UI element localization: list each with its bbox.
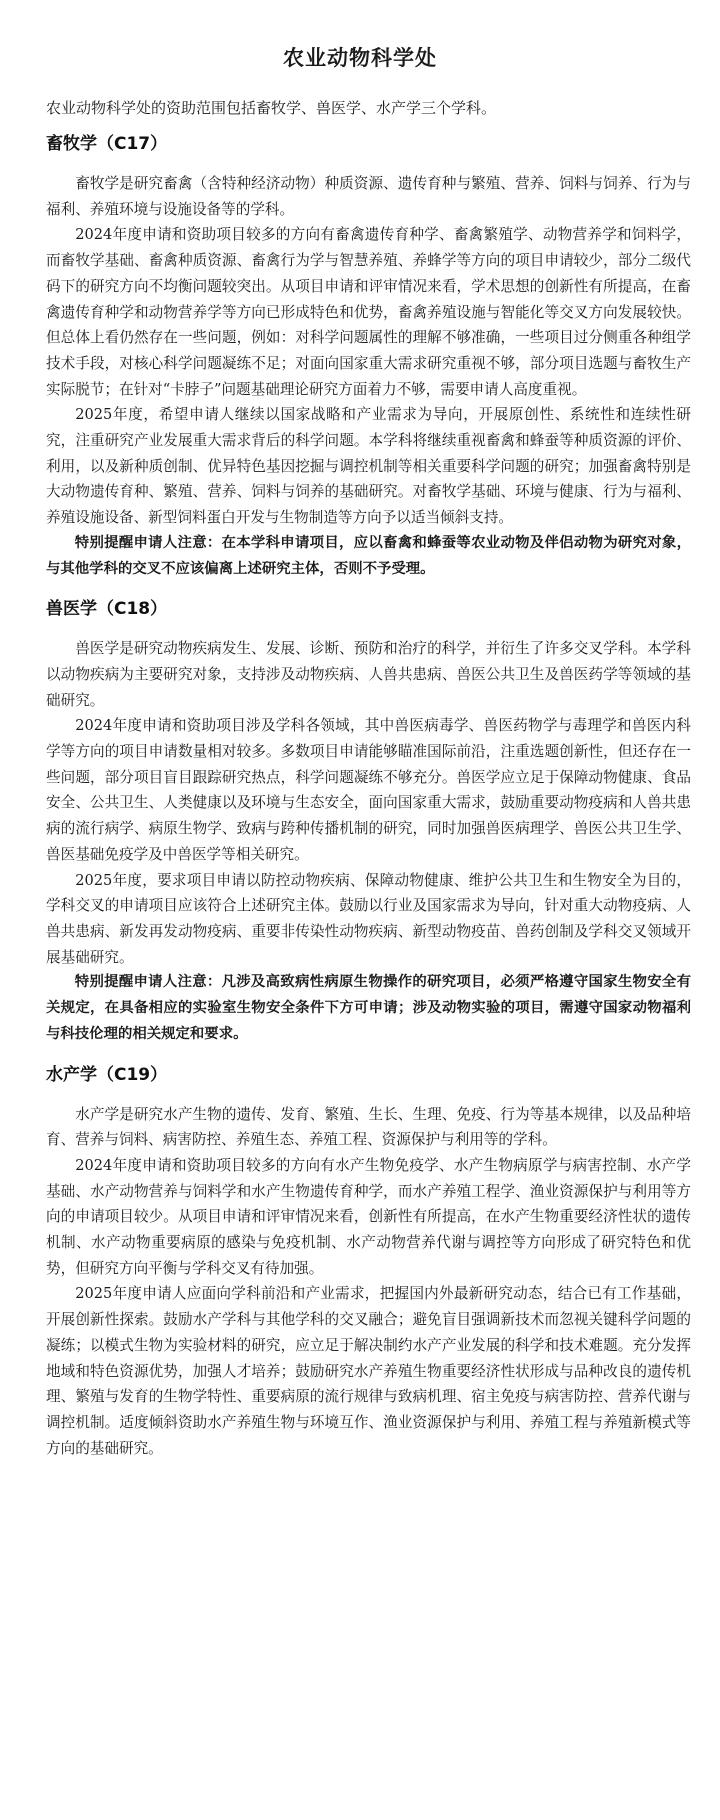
paragraph: 2024年度申请和资助项目较多的方向有水产生物免疫学、水产生物病原学与病害控制、水产学基础、水产动物营养与饲料学和水产生物遗传育种学，而水产养殖工程学、渔业资源保护与利用等方向的申请项目较少。从项目申请和评审情况来看，创新性有所提高，在水产生物重要经济性状的遗传机制、水产动物重要病原的感染与免疫机制、水产动物营养代谢与调控等方向形成了研究特色和优势，但研究方向平衡与学科交叉有待加强。 [46,1156,691,1277]
paragraph: 2025年度，要求项目申请以防控动物疾病、保障动物健康、维护公共卫生和生物安全为目的，学科交叉的申请项目应该符合上述研究主体。鼓励以行业及国家需求为导向，针对重大动物疫病、人兽共患病、新发再发动物疫病、重要非传染性动物疾病、新型动物疫苗、兽药创制及学科交叉领域开展基础研究。 [46,871,691,966]
warning-paragraph: 特别提醒申请人注意：在本学科申请项目，应以畜禽和蜂蚕等农业动物及伴侣动物为研究对象，与其他学科的交叉不应该偏离上述研究主体，否则不予受理。 [46,534,691,577]
intro-paragraph: 农业动物科学处的资助范围包括畜牧学、兽医学、水产学三个学科。 [46,99,497,117]
paragraph: 畜牧学是研究畜禽（含特种经济动物）种质资源、遗传育种与繁殖、营养、饲料与饲养、行为与福利、养殖环境与设施设备等的学科。 [46,175,691,218]
section-heading: 畜牧学（C17） [46,134,168,154]
document-body [46,96,691,1475]
section-veterinary-medicine [46,596,691,1047]
paragraph: 水产学是研究水产生物的遗传、发育、繁殖、生长、生理、免疫、行为等基本规律，以及品种培育、营养与饲料、病害防控、养殖生态、养殖工程、资源保护与利用等的学科。 [46,1105,691,1149]
paragraph: 2025年度申请人应面向学科前沿和产业需求，把握国内外最新研究动态，结合已有工作基础，开展创新性探索。鼓励水产学科与其他学科的交叉融合；避免盲目强调新技术而忽视关键科学问题的凝练；以模式生物为实验材料的研究，应立足于解决制约水产产业发展的科学和技术难题。充分发挥地域和特色资源优势，加强人才培养；鼓励研究水产养殖生物重要经济性状形成与品种改良的遗传机理、繁殖与发育的生物学特性、重要病原的流行规律与致病机理、宿主免疫与病害防控、营养代谢与调控机制。适度倾斜资助水产养殖生物与环境互作、渔业资源保护与利用、养殖工程与养殖新模式等方向的基础研究。 [46,1285,691,1457]
page-title: 农业动物科学处 [283,46,437,70]
section-aquaculture [46,1062,691,1462]
paragraph: 兽医学是研究动物疾病发生、发展、诊断、预防和治疗的科学，并衍生了许多交叉学科。本学科以动物疾病为主要研究对象，支持涉及动物疾病、人兽共患病、兽医公共卫生及兽医药学等领域的基础研究。 [46,640,691,709]
warning-paragraph: 特别提醒申请人注意：凡涉及高致病性病原生物操作的研究项目，必须严格遵守国家生物安全有关规定，在具备相应的实验室生物安全条件下方可申请；涉及动物实验的项目，需遵守国家动物福利与科技伦理的相关规定和要求。 [46,974,691,1042]
section-heading: 兽医学（C18） [46,599,168,620]
paragraph: 2024年度申请和资助项目涉及学科各领域，其中兽医病毒学、兽医药物学与毒理学和兽医内科学等方向的项目申请数量相对较多。多数项目申请能够瞄准国际前沿，注重选题创新性，但还存在一些问题，部分项目盲目跟踪研究热点，科学问题凝练不够充分。兽医学应立足于保障动物健康、食品安全、公共卫生、人类健康以及环境与生态安全，面向国家重大需求，鼓励重要动物疫病和人兽共患病的流行病学、病原生物学、致病与跨种传播机制的研究，同时加强兽医病理学、兽医公共卫生学、兽医基础免疫学及中兽医学等相关研究。 [46,717,691,863]
section-animal-husbandry [46,131,691,582]
section-heading: 水产学（C19） [46,1064,168,1085]
paragraph: 2024年度申请和资助项目较多的方向有畜禽遗传育种学、畜禽繁殖学、动物营养学和饲料学，而畜牧学基础、畜禽种质资源、畜禽行为学与智慧养殖、养蜂学等方向的项目申请较少，部分二级代码下的研究方向不均衡问题较突出。从项目申请和评审情况来看，学术思想的创新性有所提高，在畜禽遗传育种学和动物营养学等方向已形成特色和优势，畜禽养殖设施与智能化等交叉方向发展较快。但总体上看仍然存在一些问题，例如：对科学问题属性的理解不够准确，一些项目过分侧重各种组学技术手段，对核心科学问题凝练不足；对面向国家重大需求研究重视不够，部分项目选题与畜牧生产实际脱节；在针对“卡脖子”问题基础理论研究方面着力不够，需要申请人高度重视。 [46,226,691,398]
paragraph: 2025年度，希望申请人继续以国家战略和产业需求为导向，开展原创性、系统性和连续性研究，注重研究产业发展重大需求背后的科学问题。本学科将继续重视畜禽和蜂蚕等种质资源的评价、利用，以及新种质创制、优异特色基因挖掘与调控机制等相关重要科学问题的研究；加强畜禽特别是大动物遗传育种、繁殖、营养、饲料与饲养的基础研究。对畜牧学基础、环境与健康、行为与福利、养殖设施设备、新型饲料蛋白开发与生物制造等方向予以适当倾斜支持。 [46,406,691,527]
